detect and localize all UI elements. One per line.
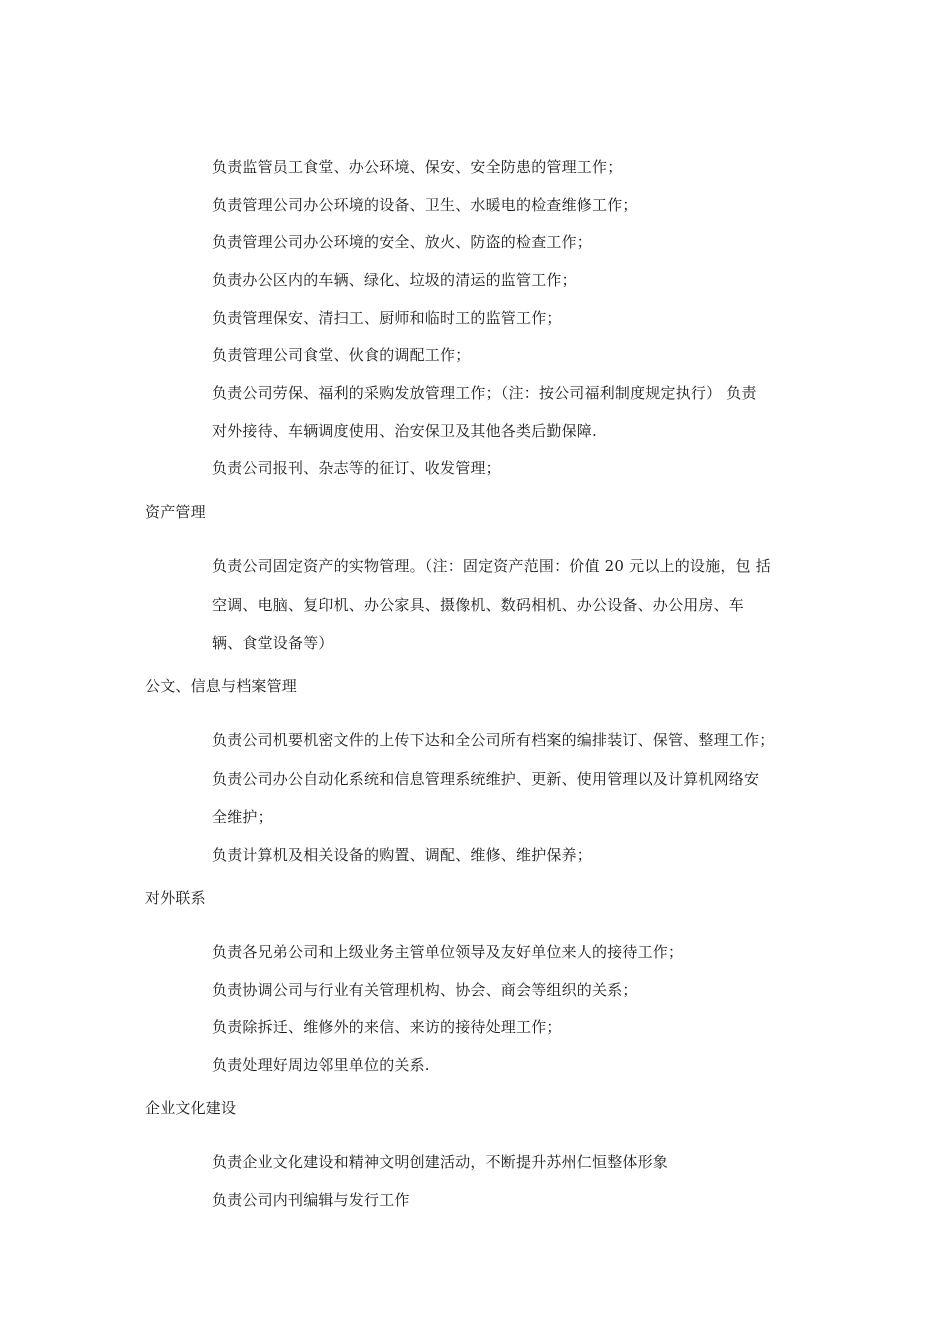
duty-line: 负责公司机要机密文件的上传下达和全公司所有档案的编排装订、保管、整理工作； — [212, 731, 775, 749]
duty-line: 对外接待、车辆调度使用、治安保卫及其他各类后勤保障. — [212, 422, 597, 440]
duty-line: 负责计算机及相关设备的购置、调配、维修、维护保养； — [212, 846, 593, 864]
duty-line: 负责公司报刊、杂志等的征订、收发管理； — [212, 459, 501, 477]
duty-line: 辆、食堂设备等） — [212, 634, 334, 652]
duty-line: 负责除拆迁、维修外的来信、来访的接待处理工作； — [212, 1018, 562, 1036]
duty-line: 负责公司内刊编辑与发行工作 — [212, 1191, 410, 1209]
duty-line: 负责管理公司办公环境的设备、卫生、水暖电的检查维修工作； — [212, 196, 638, 214]
duty-line: 负责公司劳保、福利的采购发放管理工作；（注：按公司福利制度规定执行） 负责 — [212, 384, 757, 402]
duty-line: 负责管理公司办公环境的安全、放火、防盗的检查工作； — [212, 233, 593, 251]
section-heading-assets: 资产管理 — [145, 503, 206, 521]
duty-line: 负责公司固定资产的实物管理。（注：固定资产范围：价值 20 元以上的设施，包 括 — [212, 557, 771, 575]
duty-line: 全维护； — [212, 808, 273, 826]
duty-line: 负责企业文化建设和精神文明创建活动，不断提升苏州仁恒整体形象 — [212, 1153, 669, 1171]
duty-line: 负责管理保安、清扫工、厨师和临时工的监管工作； — [212, 309, 562, 327]
section-heading-external: 对外联系 — [145, 889, 206, 907]
duty-line: 负责协调公司与行业有关管理机构、协会、商会等组织的关系； — [212, 981, 638, 999]
section-heading-culture: 企业文化建设 — [145, 1099, 237, 1117]
duty-line: 负责管理公司食堂、伙食的调配工作； — [212, 346, 471, 364]
duty-line: 负责公司办公自动化系统和信息管理系统维护、更新、使用管理以及计算机网络安 — [212, 770, 760, 788]
duty-line: 负责办公区内的车辆、绿化、垃圾的清运的监管工作； — [212, 271, 577, 289]
section-heading-documents: 公文、信息与档案管理 — [145, 677, 298, 695]
duty-line: 负责监管员工食堂、办公环境、保安、安全防患的管理工作； — [212, 158, 623, 176]
duty-line: 负责各兄弟公司和上级业务主管单位领导及友好单位来人的接待工作； — [212, 943, 684, 961]
duty-line: 空调、电脑、复印机、办公家具、摄像机、数码相机、办公设备、办公用房、车 — [212, 596, 745, 614]
duty-line: 负责处理好周边邻里单位的关系. — [212, 1056, 430, 1074]
